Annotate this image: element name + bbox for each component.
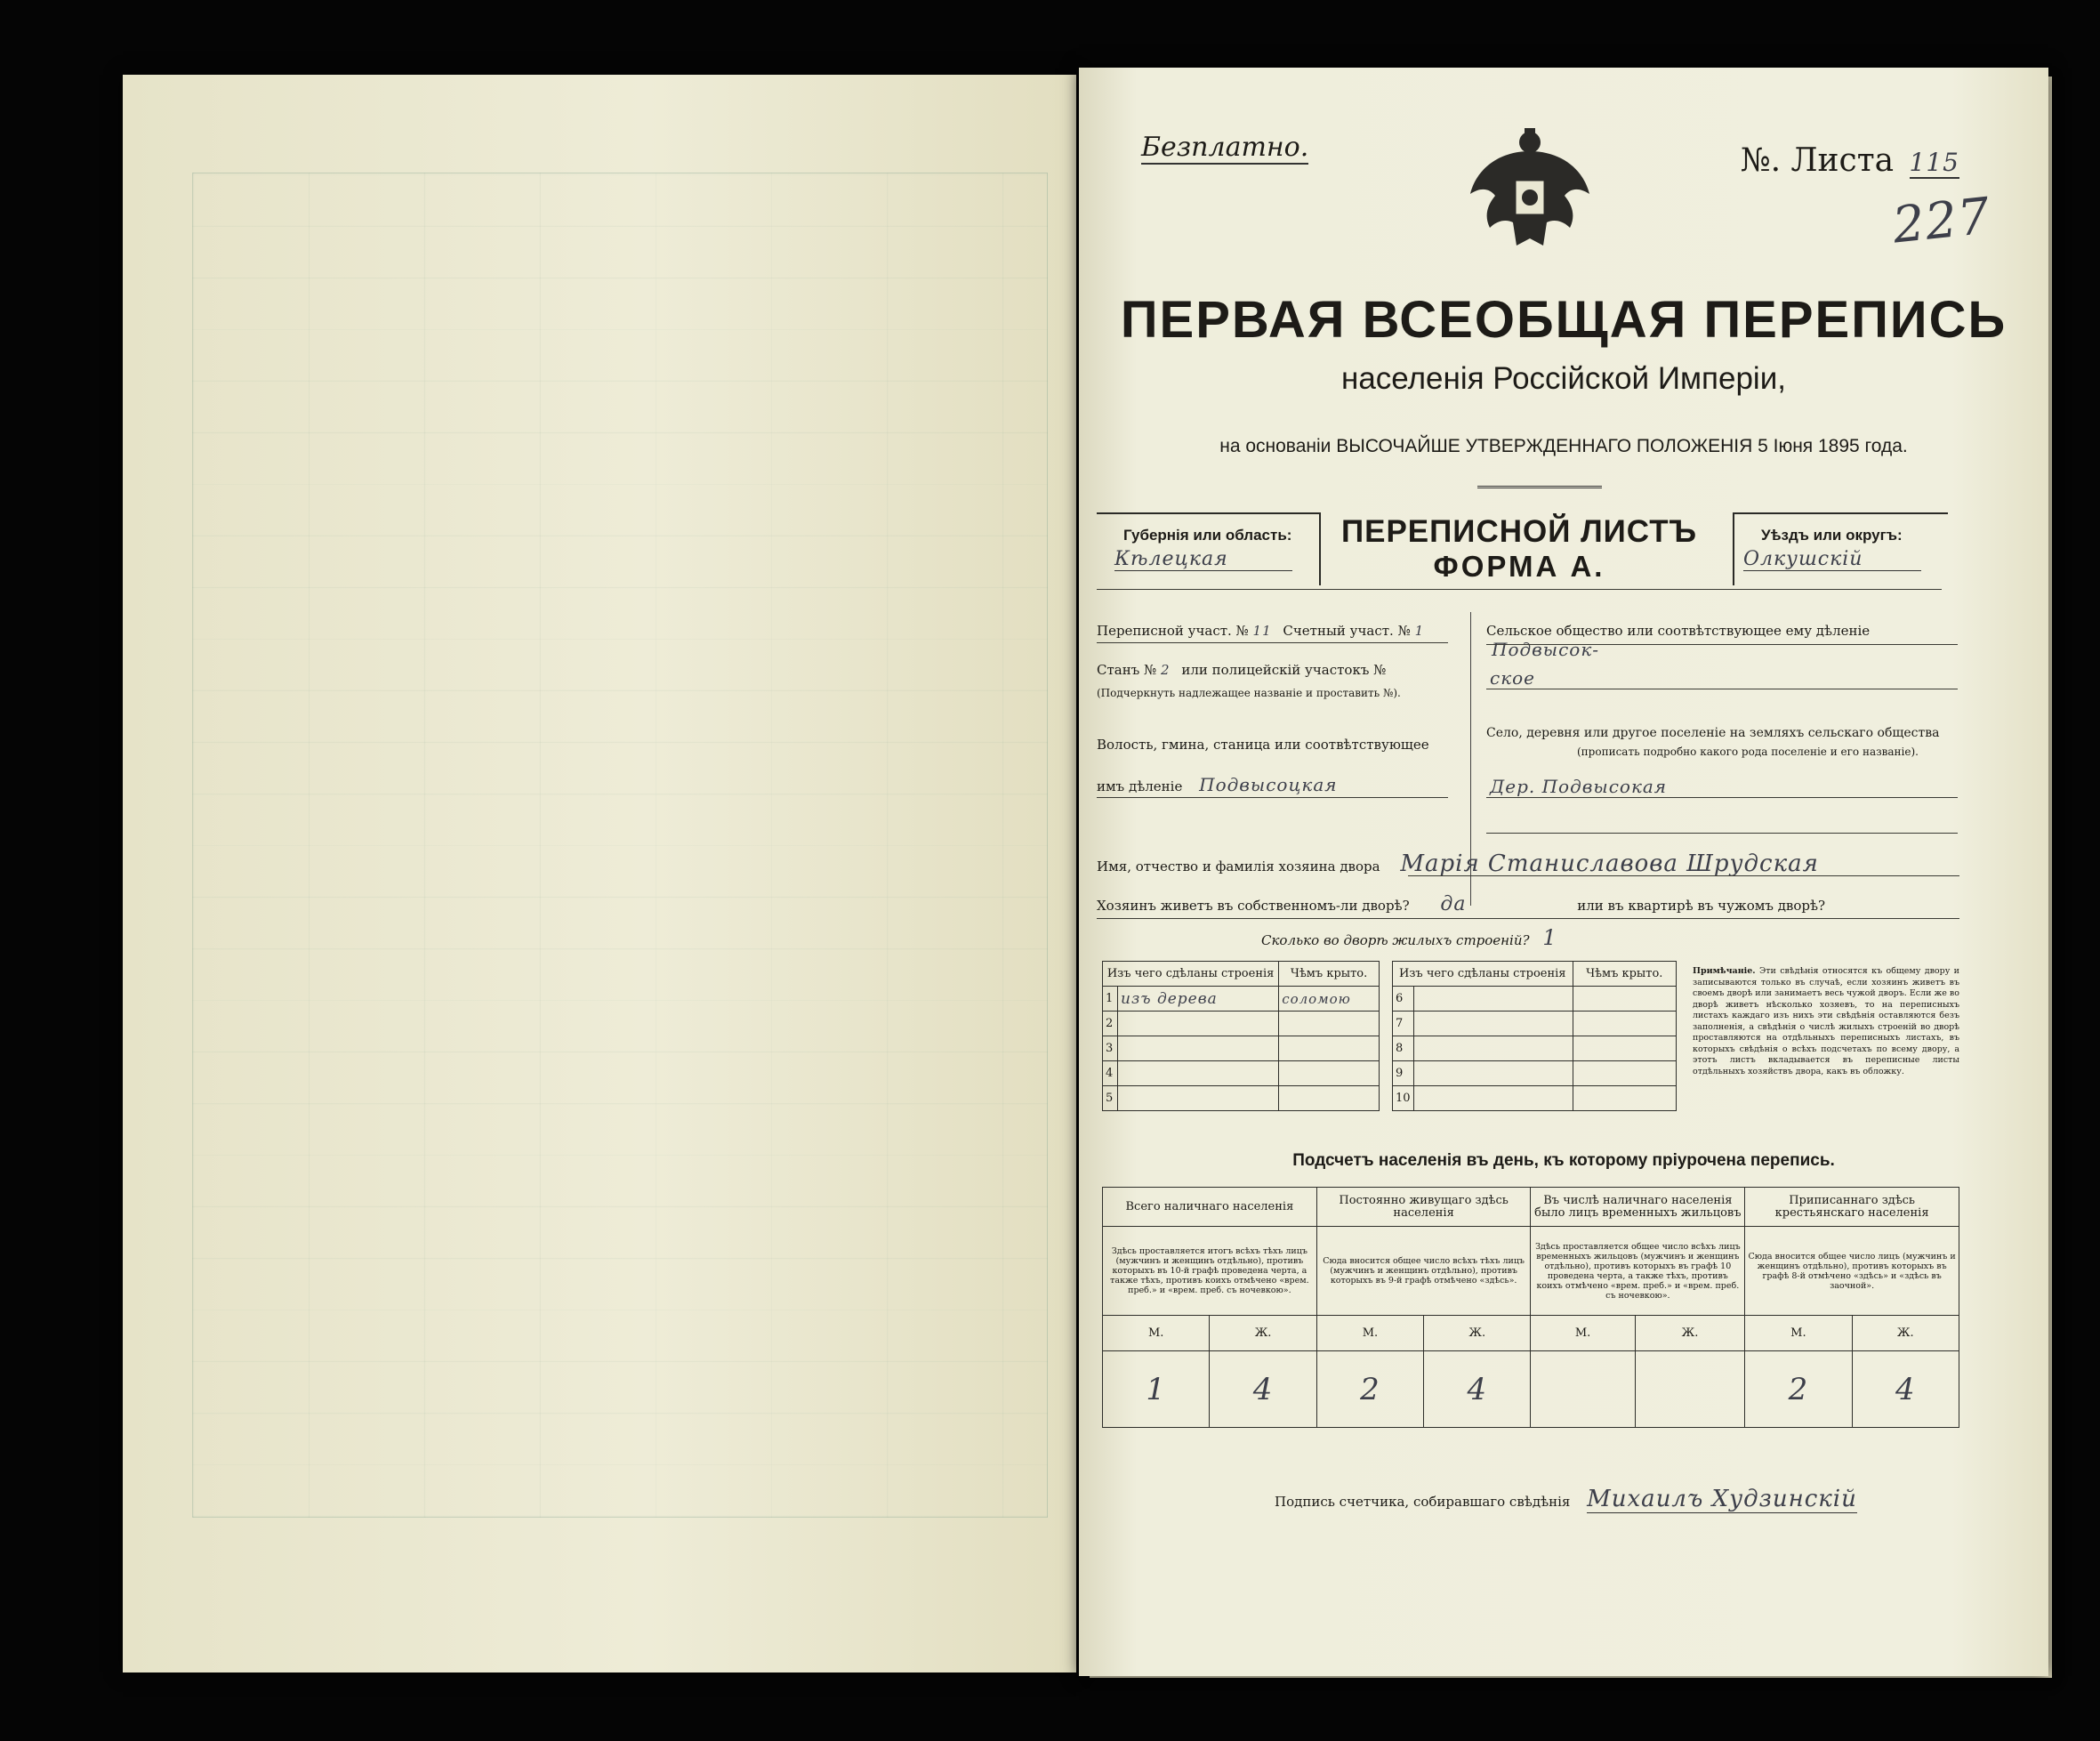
buildings-table-right — [1392, 961, 1677, 1111]
field-rule — [1097, 797, 1448, 798]
count-header-total: Всего наличнаго населенія — [1103, 1188, 1317, 1227]
census-section-line — [1097, 623, 1444, 639]
province-value: Кѣлецкая — [1114, 548, 1292, 571]
row-roof — [1573, 1012, 1676, 1036]
header-rule — [1097, 589, 1942, 590]
row-material — [1413, 1061, 1573, 1086]
count-header-permanent: Постоянно живущаго здѣсь населенія — [1316, 1188, 1531, 1227]
society-value: Подвысок- — [1492, 639, 1600, 660]
ascribed-male: 2 — [1745, 1351, 1852, 1428]
male-header: М. — [1316, 1316, 1423, 1351]
row-number: 7 — [1393, 1012, 1414, 1036]
field-rule — [1408, 875, 1959, 876]
permanent-male: 2 — [1316, 1351, 1423, 1428]
signature-value: Михаилъ Худзинскій — [1587, 1486, 1857, 1512]
male-header: М. — [1745, 1316, 1852, 1351]
district-value: Олкушскій — [1743, 548, 1921, 571]
row-roof: соломою — [1279, 987, 1380, 1012]
population-count-title: Подсчетъ населенія въ день, къ которому пріурочена перепись. — [1292, 1151, 1835, 1170]
temporary-female — [1635, 1351, 1744, 1428]
population-count-table — [1102, 1187, 1959, 1428]
table-row — [1103, 1012, 1380, 1036]
province-label: Губернія или область: — [1123, 527, 1292, 544]
field-rule — [1486, 644, 1958, 645]
volost-value: Подвысоцкая — [1199, 774, 1338, 795]
signature-label: Подпись счетчика, собиравшаго свѣдѣнія — [1275, 1494, 1571, 1510]
field-rule — [1097, 918, 1959, 919]
female-header: Ж. — [1635, 1316, 1744, 1351]
row-number: 5 — [1103, 1086, 1118, 1111]
row-roof — [1573, 1061, 1676, 1086]
stan-line — [1097, 662, 1444, 678]
row-number: 9 — [1393, 1061, 1414, 1086]
male-header: М. — [1531, 1316, 1635, 1351]
row-material — [1413, 1086, 1573, 1111]
table-row — [1103, 1036, 1380, 1061]
form-title — [1319, 514, 1719, 584]
sheet-number-label: №. Листа — [1740, 142, 1895, 179]
census-subtitle: населенія Россійской Имперіи, — [1341, 361, 1786, 396]
district-label: Уѣздъ или округъ: — [1761, 527, 1903, 544]
count-header-ascribed: Приписаннаго здѣсь крестьянскаго населенія — [1745, 1188, 1959, 1227]
total-female: 4 — [1210, 1351, 1316, 1428]
female-header: Ж. — [1210, 1316, 1316, 1351]
row-roof — [1573, 1036, 1676, 1061]
police-label: или полицейскій участокъ № — [1181, 662, 1387, 678]
lives-label-2: или въ квартирѣ въ чужомъ дворѣ? — [1577, 898, 1826, 914]
census-main-title: ПЕРВАЯ ВСЕОБЩАЯ ПЕРЕПИСЬ — [1120, 291, 2007, 349]
row-number: 1 — [1103, 987, 1118, 1012]
buildings-label: Сколько во дворѣ жилыхъ строеній? — [1261, 932, 1530, 948]
roof-header: Чѣмъ крыто. — [1279, 962, 1380, 987]
row-roof — [1573, 987, 1676, 1012]
district-box — [1733, 512, 1948, 585]
volost-line — [1097, 774, 1448, 795]
census-form-page — [1079, 68, 2048, 1676]
row-roof — [1279, 1061, 1380, 1086]
row-material: изъ дерева — [1118, 987, 1279, 1012]
table-row — [1103, 1061, 1380, 1086]
free-of-charge-label: Безплатно. — [1141, 132, 1309, 163]
note-text: Эти свѣдѣнія относятся къ общему двору и записываются только въ случаѣ, если хозяинъ живетъ въ своемъ дворѣ или занимаетъ весь чужой дворъ. Если же во дворѣ живетъ нѣсколько хозяевъ, то на переписныхъ листахъ каждаго изъ нихъ эти свѣдѣнія оставляются безъ заполненія, а свѣдѣнія о числѣ жилыхъ строеній во дворѣ проставляются на отдѣльныхъ переписныхъ листахъ, въ которыхъ свѣдѣнія о всѣхъ подсчетахъ по всему двору, а этотъ листъ вкладывается въ переписные листы отдѣльныхъ хозяйствъ двора, какъ въ обложку. — [1693, 966, 1959, 1076]
lives-label: Хозяинъ живетъ въ собственномъ-ли дворѣ? — [1097, 898, 1410, 914]
census-legal-basis: на основаніи ВЫСОЧАЙШЕ УТВЕРЖДЕННАГО ПОЛОЖЕНІЯ 5 Іюня 1895 года. — [1219, 436, 1908, 456]
field-rule — [1486, 797, 1958, 798]
row-number: 4 — [1103, 1061, 1118, 1086]
buildings-note — [1693, 966, 1959, 1077]
police-note: (Подчеркнуть надлежащее названіе и проставить №). — [1097, 687, 1401, 699]
buildings-value: 1 — [1542, 925, 1557, 950]
sheet-number-value: 115 — [1909, 148, 1959, 177]
permanent-female: 4 — [1424, 1351, 1531, 1428]
total-male: 1 — [1103, 1351, 1210, 1428]
form-title-line1: ПЕРЕПИСНОЙ ЛИСТЪ — [1340, 514, 1698, 549]
row-number: 8 — [1393, 1036, 1414, 1061]
society-line — [1486, 623, 1967, 660]
material-header: Изъ чего сдѣланы строенія — [1393, 962, 1573, 987]
owner-value: Марія Станиславова Шрудская — [1400, 850, 1819, 877]
left-page-faint-grid — [192, 173, 1048, 1518]
village-label: Село, деревня или другое поселеніе на земляхъ сельскаго общества — [1486, 726, 1940, 740]
stan-value: 2 — [1161, 662, 1171, 678]
row-roof — [1279, 1086, 1380, 1111]
field-rule — [1097, 642, 1448, 643]
archive-number: 227 — [1890, 187, 1994, 255]
row-number: 6 — [1393, 987, 1414, 1012]
lives-line — [1097, 893, 1977, 915]
table-row — [1393, 1012, 1677, 1036]
volost-label-2: имъ дѣленіе — [1097, 778, 1183, 794]
female-header: Ж. — [1852, 1316, 1959, 1351]
stan-label: Станъ № — [1097, 662, 1157, 678]
volost-label: Волость, гмина, станица или соотвѣтствующее — [1097, 737, 1429, 753]
buildings-table-left — [1102, 961, 1380, 1111]
owner-label: Имя, отчество и фамилія хозяина двора — [1097, 858, 1380, 875]
table-row — [1393, 1061, 1677, 1086]
row-material — [1118, 1036, 1279, 1061]
imperial-eagle-emblem — [1463, 125, 1597, 258]
form-title-line2: ФОРМА А. — [1433, 550, 1605, 583]
society-label: Сельское общество или соотвѣтствующее ему дѣленіе — [1486, 623, 1871, 639]
census-section-label: Переписной участ. № — [1097, 623, 1249, 639]
society-value-cont: ское — [1490, 667, 1536, 689]
note-title: Примѣчаніе. — [1693, 966, 1756, 976]
buildings-line — [1261, 925, 1557, 950]
count-desc-ascribed: Сюда вносится общее число лицъ (мужчинъ и женщинъ отдѣльно), противъ которыхъ въ графѣ 8-й отмѣчено «здѣсь» и «здѣсь въ заочной». — [1745, 1227, 1959, 1316]
male-header: М. — [1103, 1316, 1210, 1351]
row-number: 2 — [1103, 1012, 1118, 1036]
roof-header: Чѣмъ крыто. — [1573, 962, 1676, 987]
row-roof — [1279, 1012, 1380, 1036]
census-section-value: 11 — [1252, 623, 1272, 639]
row-number: 10 — [1393, 1086, 1414, 1111]
table-row — [1393, 987, 1677, 1012]
table-row — [1393, 1036, 1677, 1061]
left-page-blank — [123, 75, 1076, 1672]
table-row — [1103, 987, 1380, 1012]
row-material — [1413, 1036, 1573, 1061]
row-material — [1118, 1086, 1279, 1111]
temporary-male — [1531, 1351, 1635, 1428]
title-divider — [1477, 486, 1602, 488]
material-header: Изъ чего сдѣланы строенія — [1103, 962, 1279, 987]
signature-line — [1275, 1486, 1951, 1512]
row-material — [1118, 1061, 1279, 1086]
count-values-row — [1103, 1351, 1959, 1428]
row-roof — [1279, 1036, 1380, 1061]
lives-value: да — [1440, 893, 1467, 915]
row-number: 3 — [1103, 1036, 1118, 1061]
field-rule — [1486, 833, 1958, 834]
village-value: Дер. Подвысокая — [1490, 776, 1668, 797]
counting-section-label: Счетный участ. № — [1283, 623, 1411, 639]
female-header: Ж. — [1424, 1316, 1531, 1351]
counting-section-value: 1 — [1414, 623, 1425, 639]
count-desc-permanent: Сюда вносится общее число всѣхъ тѣхъ лицъ (мужчинъ и женщинъ отдѣльно), противъ которыхъ въ 9-й графѣ отмѣчено «здѣсь». — [1316, 1227, 1531, 1316]
count-header-temporary: Въ числѣ наличнаго населенія было лицъ временныхъ жильцовъ — [1531, 1188, 1745, 1227]
row-roof — [1573, 1086, 1676, 1111]
table-row — [1103, 1086, 1380, 1111]
count-desc-temporary: Здѣсь проставляется общее число всѣхъ лицъ временныхъ жильцовъ (мужчинъ и женщинъ отдѣльно), противъ которыхъ въ графѣ 10 проведена черта, а также тѣхъ, противъ коихъ отмѣчено «врем. преб.» и «врем. преб. съ ночевкою». — [1531, 1227, 1745, 1316]
row-material — [1413, 1012, 1573, 1036]
table-row — [1393, 1086, 1677, 1111]
row-material — [1118, 1012, 1279, 1036]
ascribed-female: 4 — [1852, 1351, 1959, 1428]
village-note: (прописать подробно какого рода поселеніе и его названіе). — [1577, 746, 1919, 758]
province-box — [1097, 512, 1321, 585]
owner-line — [1097, 850, 1977, 877]
row-material — [1413, 987, 1573, 1012]
count-desc-total: Здѣсь проставляется итогъ всѣхъ тѣхъ лицъ (мужчинъ и женщинъ отдѣльно), противъ которыхъ въ 10-й графѣ проведена черта, а также тѣхъ, противъ коихъ отмѣчено «врем. преб.» и «врем. преб. съ ночевкою». — [1103, 1227, 1317, 1316]
